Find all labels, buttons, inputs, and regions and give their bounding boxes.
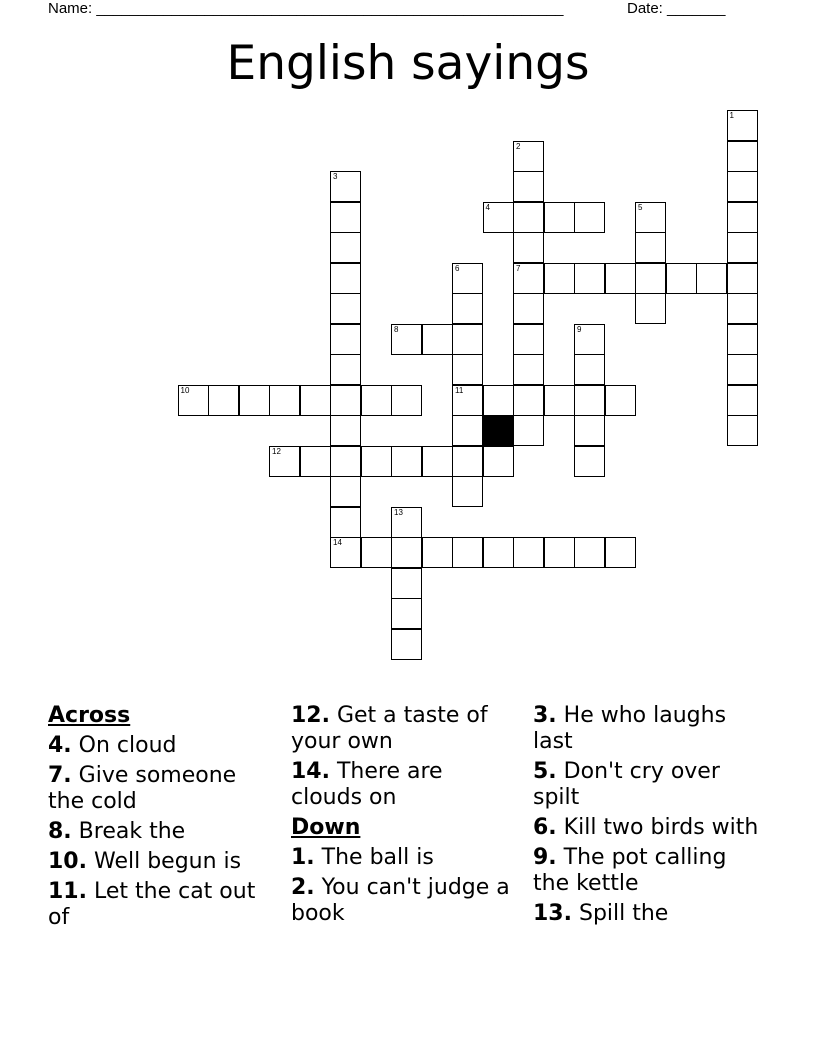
grid-cell[interactable] bbox=[574, 324, 605, 355]
clue-number-label: 8 bbox=[394, 324, 399, 334]
grid-cell[interactable] bbox=[300, 385, 331, 416]
clue-number: 2. bbox=[291, 875, 315, 900]
clue-across-4 bbox=[48, 733, 276, 759]
clue-number: 12. bbox=[291, 703, 330, 728]
clue-number: 10. bbox=[48, 849, 87, 874]
clue-text: Break the bbox=[71, 819, 186, 844]
clue-text: You can't judge a book bbox=[291, 875, 510, 926]
clue-number-label: 14 bbox=[333, 538, 342, 547]
clue-number-label: 3 bbox=[333, 172, 338, 181]
grid-cell[interactable] bbox=[330, 354, 361, 385]
clue-text: Get a taste of your own bbox=[291, 703, 488, 754]
grid-cell[interactable] bbox=[452, 293, 483, 324]
grid-cell[interactable] bbox=[513, 385, 544, 416]
grid-cell[interactable] bbox=[513, 202, 544, 233]
clue-text: Let the cat out of bbox=[48, 879, 256, 930]
grid-cell[interactable] bbox=[727, 354, 758, 385]
grid-cell[interactable] bbox=[452, 537, 483, 568]
grid-cell[interactable] bbox=[513, 141, 544, 172]
clue-number: 9. bbox=[533, 845, 557, 870]
grid-cell[interactable] bbox=[330, 507, 361, 538]
grid-cell[interactable] bbox=[391, 629, 422, 660]
grid-cell[interactable] bbox=[727, 110, 758, 141]
clue-across-11 bbox=[48, 879, 276, 931]
grid-cell[interactable] bbox=[422, 324, 453, 355]
grid-cell[interactable] bbox=[696, 263, 727, 294]
grid-cell[interactable] bbox=[483, 446, 514, 477]
grid-cell[interactable] bbox=[361, 446, 392, 477]
down-heading: Down bbox=[291, 815, 361, 840]
grid-cell[interactable] bbox=[605, 385, 636, 416]
grid-cell[interactable] bbox=[391, 598, 422, 629]
grid-cell[interactable] bbox=[483, 537, 514, 568]
grid-cell[interactable] bbox=[727, 141, 758, 172]
name-field-label: Name: ________________________________________________________ bbox=[48, 0, 564, 17]
grid-cell[interactable] bbox=[574, 446, 605, 477]
clue-down-13 bbox=[533, 901, 761, 927]
clue-column-1 bbox=[48, 703, 276, 935]
clue-number: 1. bbox=[291, 845, 315, 870]
grid-cell[interactable] bbox=[727, 415, 758, 446]
clue-down-1 bbox=[291, 845, 519, 871]
clue-number-label: 4 bbox=[485, 202, 490, 212]
grid-cell[interactable] bbox=[635, 232, 666, 263]
grid-cell[interactable] bbox=[544, 202, 575, 233]
grid-cell[interactable] bbox=[330, 293, 361, 324]
clue-down-2 bbox=[291, 875, 519, 927]
grid-cell[interactable] bbox=[513, 263, 544, 294]
clue-text: On cloud bbox=[71, 733, 177, 758]
grid-cell[interactable] bbox=[452, 446, 483, 477]
grid-cell[interactable] bbox=[513, 171, 544, 202]
grid-cell[interactable] bbox=[635, 202, 666, 233]
clue-number: 8. bbox=[48, 819, 72, 844]
grid-cell[interactable] bbox=[269, 446, 300, 477]
grid-cell[interactable] bbox=[452, 324, 483, 355]
grid-cell[interactable] bbox=[300, 446, 331, 477]
grid-cell[interactable] bbox=[330, 263, 361, 294]
clue-down-6 bbox=[533, 815, 761, 841]
clue-number: 5. bbox=[533, 759, 557, 784]
grid-cell[interactable] bbox=[544, 385, 575, 416]
clue-number-label: 2 bbox=[516, 141, 521, 151]
grid-cell[interactable] bbox=[361, 385, 392, 416]
clue-text: Kill two birds with bbox=[556, 815, 759, 840]
grid-cell[interactable] bbox=[178, 385, 209, 416]
grid-cell[interactable] bbox=[513, 293, 544, 324]
grid-cell[interactable] bbox=[391, 446, 422, 477]
grid-cell[interactable] bbox=[391, 537, 422, 568]
grid-cell[interactable] bbox=[239, 385, 270, 416]
grid-cell[interactable] bbox=[605, 263, 636, 294]
clue-across-14 bbox=[291, 759, 519, 811]
grid-cell[interactable] bbox=[544, 537, 575, 568]
clue-number-label: 7 bbox=[516, 263, 521, 273]
grid-cell[interactable] bbox=[513, 232, 544, 263]
grid-cell[interactable] bbox=[513, 324, 544, 355]
clue-text: Well begun is bbox=[86, 849, 242, 874]
grid-cell[interactable] bbox=[330, 171, 361, 202]
clue-number: 13. bbox=[533, 901, 572, 926]
clue-number: 4. bbox=[48, 733, 72, 758]
clue-column-2 bbox=[291, 703, 519, 931]
clue-across-7 bbox=[48, 763, 276, 815]
grid-cell[interactable] bbox=[452, 476, 483, 507]
grid-cell[interactable] bbox=[727, 171, 758, 202]
clue-text: There are clouds on bbox=[291, 759, 443, 810]
grid-cell[interactable] bbox=[330, 446, 361, 477]
grid-cell[interactable] bbox=[391, 324, 422, 355]
clue-text: Don't cry over spilt bbox=[533, 759, 720, 810]
clue-number-label: 13 bbox=[394, 507, 403, 517]
grid-cell[interactable] bbox=[330, 385, 361, 416]
grid-cell[interactable] bbox=[574, 385, 605, 416]
clue-text: The pot calling the kettle bbox=[533, 845, 727, 896]
clue-text: The ball is bbox=[314, 845, 434, 870]
clue-number-label: 10 bbox=[180, 385, 190, 395]
across-heading: Across bbox=[48, 703, 131, 728]
grid-cell[interactable] bbox=[483, 202, 514, 233]
clue-number: 6. bbox=[533, 815, 557, 840]
grid-cell[interactable] bbox=[574, 263, 605, 294]
clue-down-5 bbox=[533, 759, 761, 811]
grid-cell[interactable] bbox=[544, 263, 575, 294]
clue-down-9 bbox=[533, 845, 761, 897]
grid-cell[interactable] bbox=[635, 293, 666, 324]
grid-cell[interactable] bbox=[330, 537, 361, 568]
grid-cell[interactable] bbox=[330, 232, 361, 263]
clue-number: 3. bbox=[533, 703, 557, 728]
clue-number: 14. bbox=[291, 759, 330, 784]
grid-cell[interactable] bbox=[452, 415, 483, 446]
clue-number-label: 9 bbox=[577, 324, 582, 334]
clue-across-10 bbox=[48, 849, 276, 875]
grid-cell[interactable] bbox=[330, 324, 361, 355]
clue-column-3 bbox=[533, 703, 761, 931]
grid-cell[interactable] bbox=[727, 324, 758, 355]
grid-cell[interactable] bbox=[727, 263, 758, 294]
grid-cell[interactable] bbox=[452, 385, 483, 416]
grid-cell[interactable] bbox=[513, 537, 544, 568]
clue-down-3 bbox=[533, 703, 761, 755]
clue-number-label: 1 bbox=[729, 111, 734, 120]
grid-cell[interactable] bbox=[422, 537, 453, 568]
clue-number-label: 6 bbox=[455, 263, 460, 273]
grid-cell[interactable] bbox=[452, 354, 483, 385]
grid-cell[interactable] bbox=[513, 415, 544, 446]
date-field-label: Date: _______ bbox=[627, 0, 726, 17]
clue-number-label: 11 bbox=[455, 385, 464, 395]
grid-cell[interactable] bbox=[391, 385, 422, 416]
grid-cell[interactable] bbox=[727, 232, 758, 263]
page-title: English sayings bbox=[226, 36, 590, 91]
clue-number-label: 5 bbox=[638, 202, 643, 212]
clue-across-12 bbox=[291, 703, 519, 755]
grid-cell[interactable] bbox=[574, 537, 605, 568]
grid-cell[interactable] bbox=[391, 507, 422, 538]
grid-cell[interactable] bbox=[452, 263, 483, 294]
clue-number: 7. bbox=[48, 763, 72, 788]
grid-cell[interactable] bbox=[635, 263, 666, 294]
clue-across-8 bbox=[48, 819, 276, 845]
grid-cell[interactable] bbox=[605, 537, 636, 568]
clue-number: 11. bbox=[48, 879, 87, 904]
clue-text: Spill the bbox=[571, 901, 669, 926]
grid-cell[interactable] bbox=[269, 385, 300, 416]
grid-cell[interactable] bbox=[574, 202, 605, 233]
shaded-cell bbox=[483, 415, 514, 446]
grid-cell[interactable] bbox=[574, 415, 605, 446]
grid-cell[interactable] bbox=[574, 354, 605, 385]
clue-text: Give someone the cold bbox=[48, 763, 237, 814]
grid-cell[interactable] bbox=[330, 415, 361, 446]
grid-cell[interactable] bbox=[208, 385, 239, 416]
grid-cell[interactable] bbox=[483, 385, 514, 416]
clue-number-label: 12 bbox=[272, 446, 281, 456]
clue-text: He who laughs last bbox=[533, 703, 727, 754]
grid-cell[interactable] bbox=[422, 446, 453, 477]
grid-cell[interactable] bbox=[330, 476, 361, 507]
grid-cell[interactable] bbox=[727, 202, 758, 233]
grid-cell[interactable] bbox=[727, 293, 758, 324]
grid-cell[interactable] bbox=[361, 537, 392, 568]
grid-cell[interactable] bbox=[330, 202, 361, 233]
grid-cell[interactable] bbox=[666, 263, 697, 294]
grid-cell[interactable] bbox=[513, 354, 544, 385]
grid-cell[interactable] bbox=[727, 385, 758, 416]
grid-cell[interactable] bbox=[391, 568, 422, 599]
